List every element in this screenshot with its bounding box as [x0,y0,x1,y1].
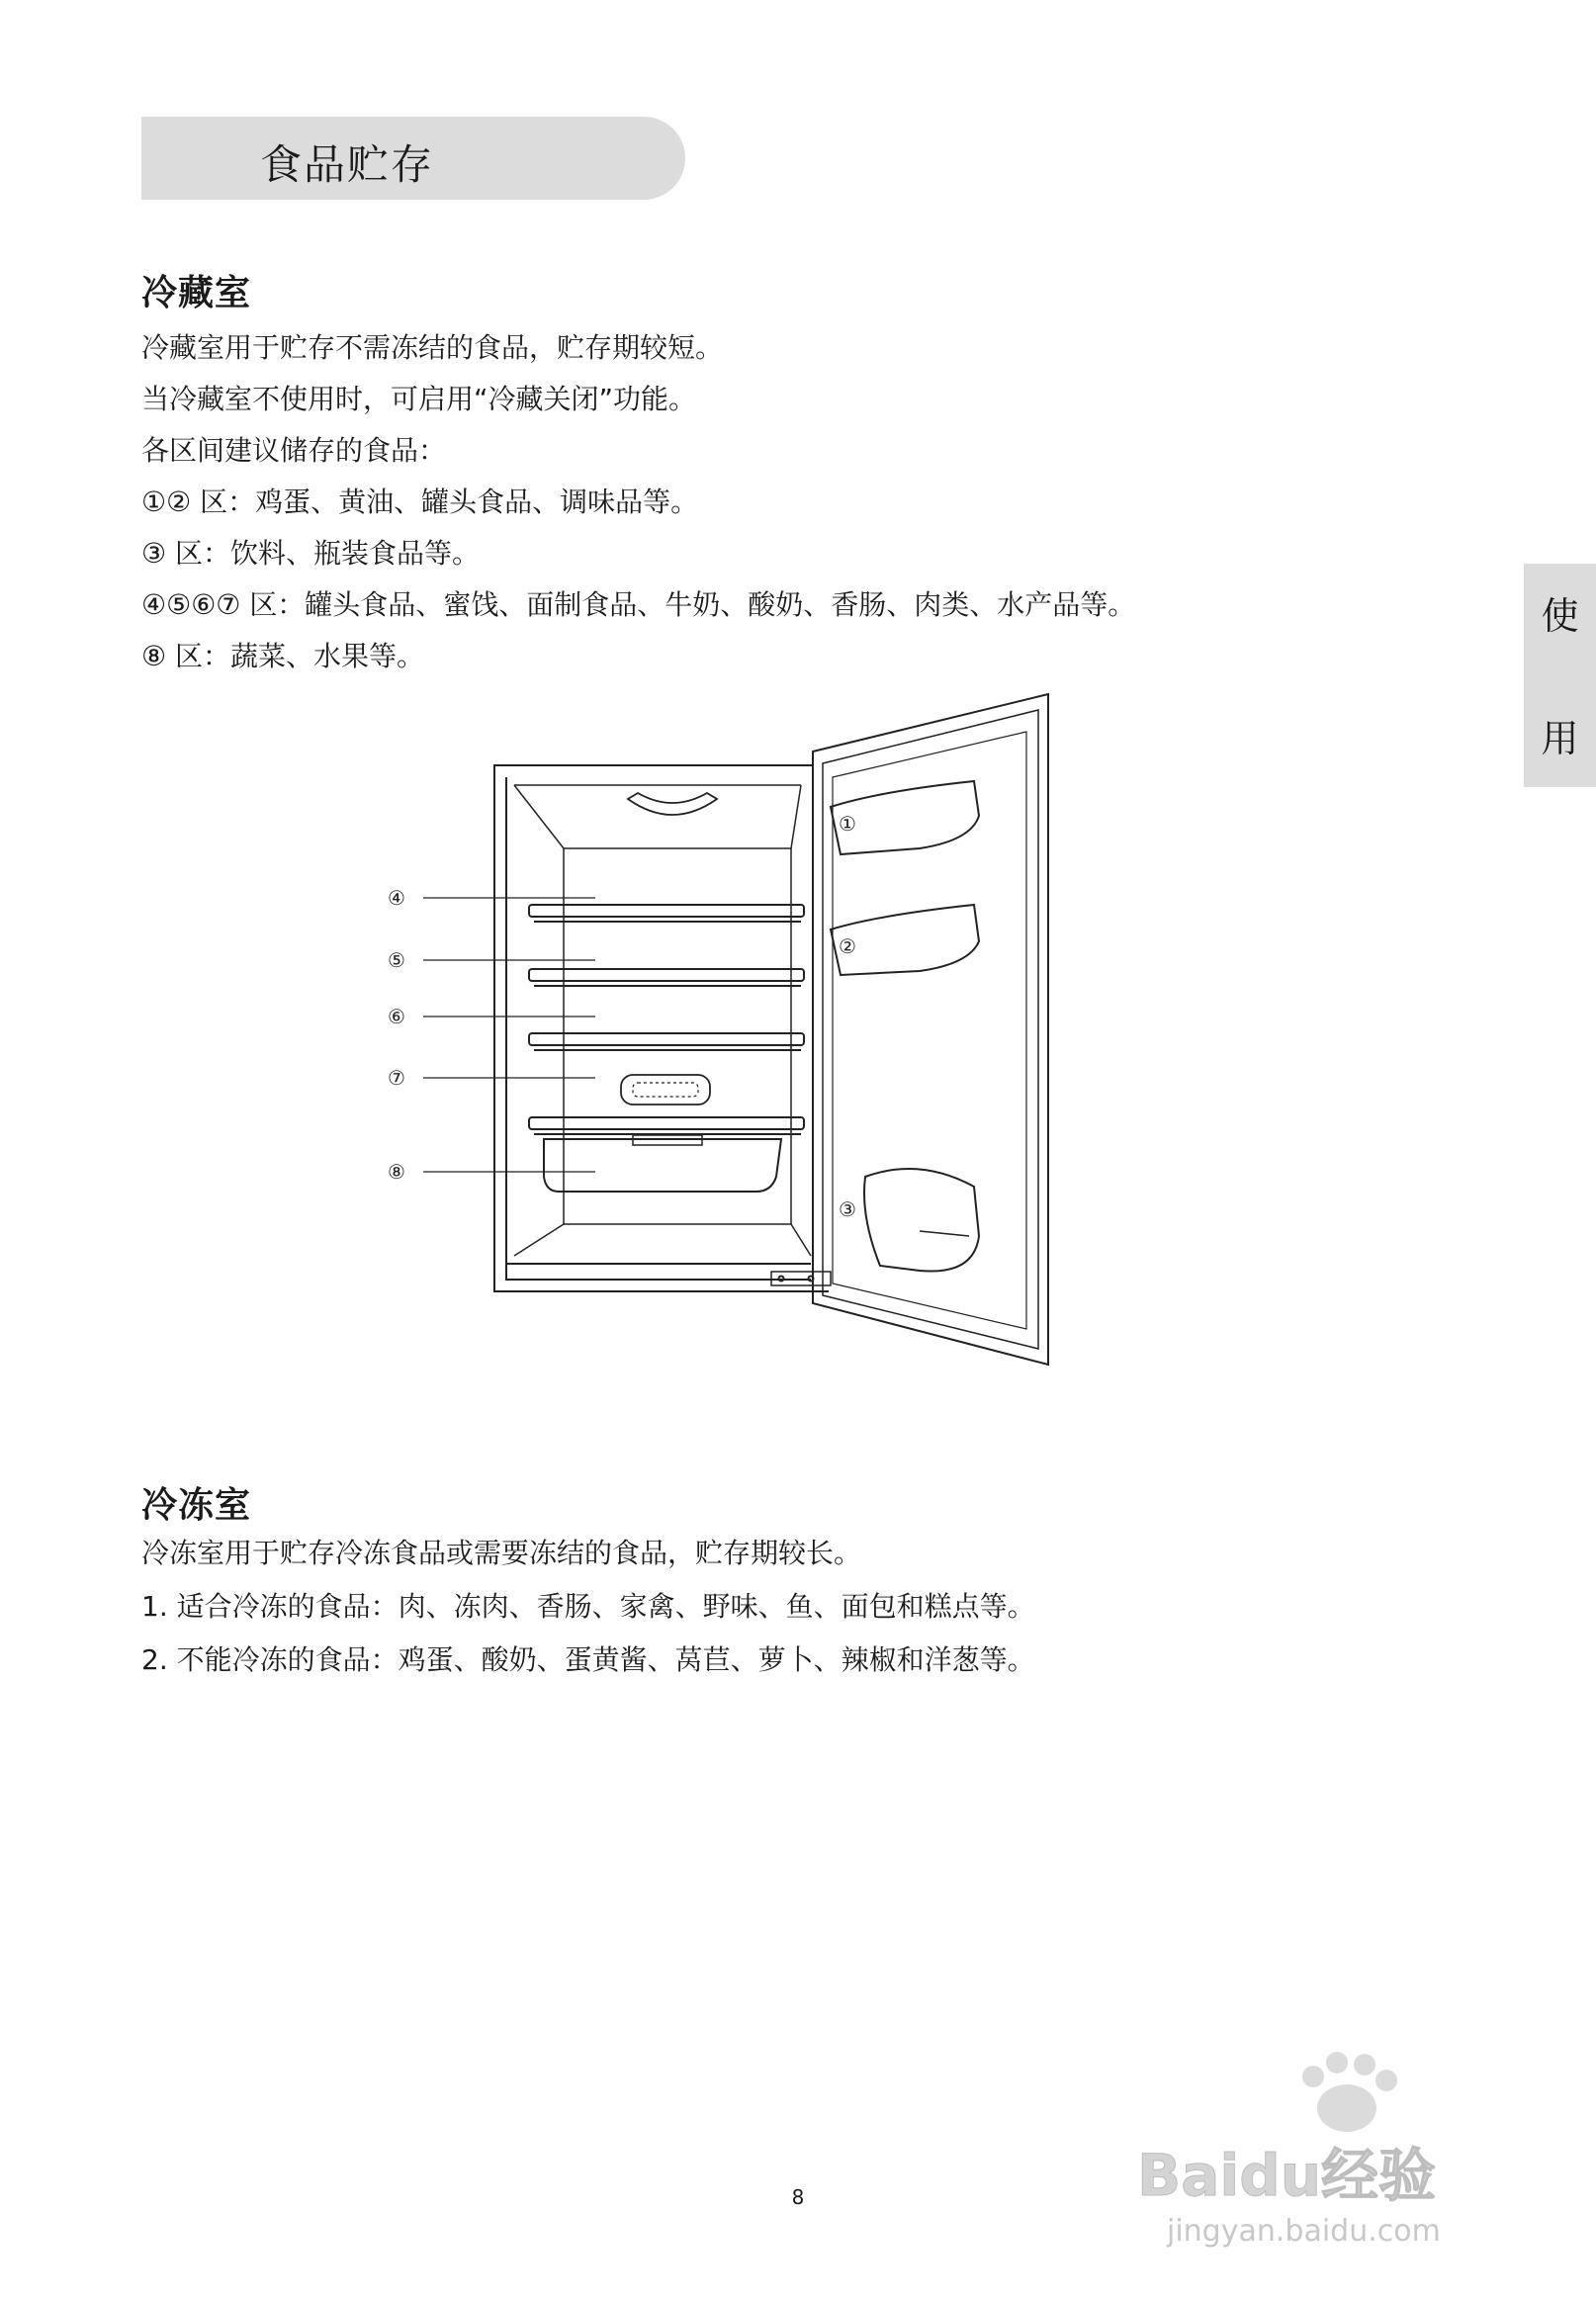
shelf [529,1117,804,1134]
open-door [813,694,1048,1365]
fridge-line: ⑧ 区：蔬菜、水果等。 [141,640,425,672]
fridge-line: 当冷藏室不使用时，可启用“冷藏关闭”功能。 [141,383,697,415]
cabinet-outline [494,765,829,1291]
side-tab-char: 用 [1541,717,1579,760]
fridge-line: ③ 区：饮料、瓶装食品等。 [141,537,481,570]
zone-label: ④ [388,886,405,910]
zone-label: ① [839,812,856,836]
paw-icon [1317,2084,1376,2132]
zone-label: ⑦ [388,1066,405,1090]
zone-label: ⑥ [388,1005,405,1028]
page-number: 8 [791,2185,805,2209]
section-title-banner [141,117,685,200]
zone-label: ② [839,934,856,958]
fridge-heading: 冷藏室 [141,273,252,313]
chapter-side-tab [1524,564,1596,787]
lamp-cover [628,793,717,815]
side-tab-char: 使 [1541,594,1579,638]
freezer-line: 冷冻室用于贮存冷冻食品或需要冻结的食品，贮存期较长。 [141,1537,862,1569]
crisper-drawer [544,1139,781,1192]
freezer-heading: 冷冻室 [141,1485,252,1526]
shelf [529,969,804,986]
air-vent [621,1075,710,1105]
freezer-line: 1. 适合冷冻的食品：肉、冻肉、香肠、家禽、野味、鱼、面包和糕点等。 [141,1590,1035,1623]
fridge-line: 各区间建议储存的食品： [141,434,447,467]
door-bin-3 [864,1169,979,1272]
fridge-line: 冷藏室用于贮存不需冻结的食品，贮存期较短。 [141,331,724,364]
shelf [529,905,804,922]
fridge-diagram [366,682,1078,1374]
fridge-line: ①② 区：鸡蛋、黄油、罐头食品、调味品等。 [141,486,699,518]
zone-label: ⑧ [388,1160,405,1184]
zone-label: ③ [839,1197,856,1221]
watermark-brand: Baidu经验 [1137,2142,1437,2209]
fridge-line: ④⑤⑥⑦ 区：罐头食品、蜜饯、面制食品、牛奶、酸奶、香肠、肉类、水产品等。 [141,588,1136,621]
zone-label: ⑤ [388,948,405,972]
watermark-url: jingyan.baidu.com [1167,2214,1441,2249]
baidu-watermark [1127,2047,1503,2255]
page-title: 食品贮存 [260,140,435,189]
shelf [529,1033,804,1050]
freezer-line: 2. 不能冷冻的食品：鸡蛋、酸奶、蛋黄酱、莴苣、萝卜、辣椒和洋葱等。 [141,1643,1035,1676]
